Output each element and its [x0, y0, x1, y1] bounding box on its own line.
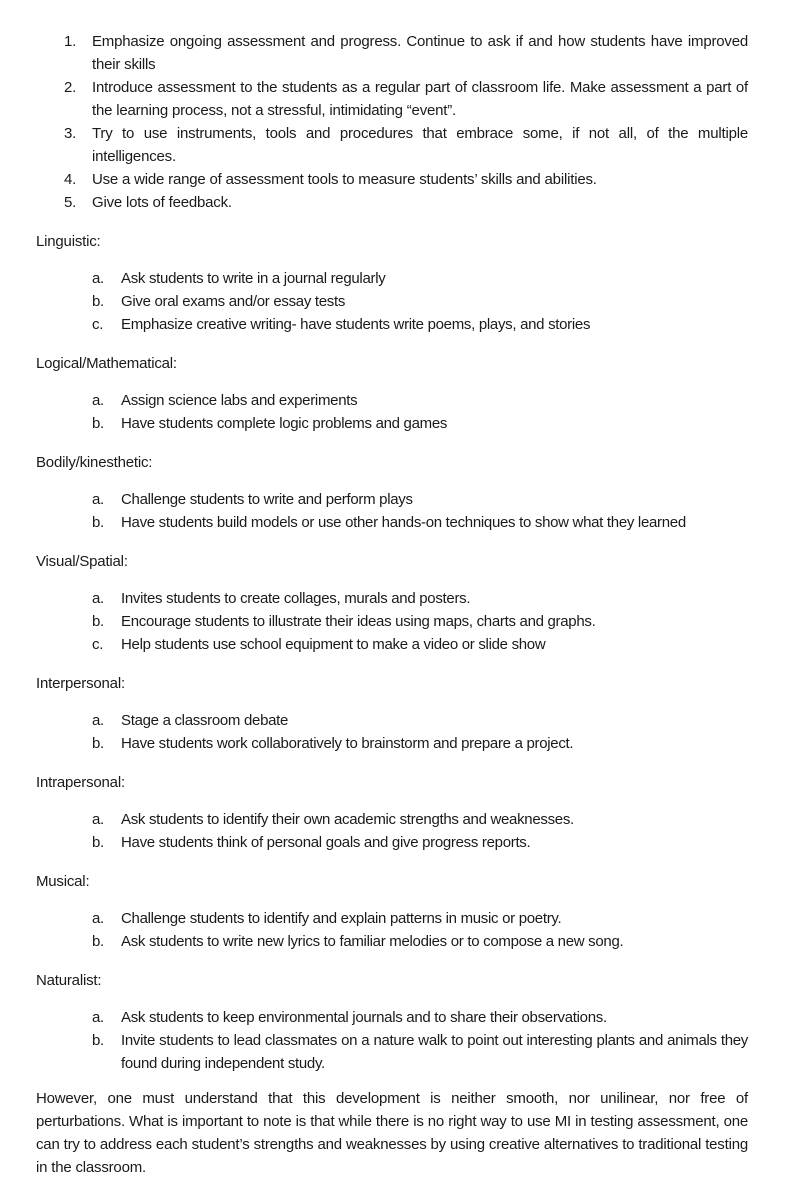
list-marker: b. — [92, 613, 104, 630]
section-interpersonal — [36, 672, 748, 755]
list-item — [36, 122, 748, 168]
list-marker: 2. — [64, 79, 77, 96]
section-heading: Naturalist: — [36, 972, 102, 989]
section-naturalist — [36, 969, 748, 1075]
list-marker: b. — [92, 933, 104, 950]
list-item — [36, 808, 748, 831]
assessment-principles-list — [36, 30, 748, 214]
list-marker: b. — [92, 1032, 104, 1049]
list-marker: c. — [92, 316, 104, 333]
list-marker: a. — [92, 910, 104, 927]
list-item-text: Emphasize ongoing assessment and progress. Continue to ask if and how students have improved their skills — [92, 33, 748, 73]
list-item — [36, 732, 748, 755]
list-item-text: Stage a classroom debate — [121, 712, 289, 729]
section-list — [36, 267, 748, 336]
list-item-text: Ask students to keep environmental journals and to share their observations. — [121, 1009, 607, 1026]
list-item-text: Ask students to identify their own academic strengths and weaknesses. — [121, 811, 574, 828]
list-item — [36, 76, 748, 122]
section-list — [36, 587, 748, 656]
section-list — [36, 1006, 748, 1075]
section-heading: Logical/Mathematical: — [36, 355, 177, 372]
list-item-text: Challenge students to identify and explain patterns in music or poetry. — [121, 910, 562, 927]
list-item — [36, 633, 748, 656]
list-marker: b. — [92, 293, 104, 310]
list-marker: 3. — [64, 125, 77, 142]
section-heading: Visual/Spatial: — [36, 553, 128, 570]
section-heading: Interpersonal: — [36, 675, 125, 692]
list-marker: a. — [92, 811, 104, 828]
list-item — [36, 290, 748, 313]
list-item-text: Ask students to write in a journal regularly — [121, 270, 386, 287]
list-marker: b. — [92, 735, 104, 752]
list-marker: a. — [92, 491, 104, 508]
list-marker: a. — [92, 1009, 104, 1026]
section-heading: Musical: — [36, 873, 90, 890]
list-item — [36, 930, 748, 953]
list-item-text: Have students work collaboratively to brainstorm and prepare a project. — [121, 735, 574, 752]
section-list — [36, 808, 748, 854]
list-item — [36, 511, 748, 534]
list-item — [36, 488, 748, 511]
section-heading: Linguistic: — [36, 233, 101, 250]
section-heading: Intrapersonal: — [36, 774, 125, 791]
list-item — [36, 587, 748, 610]
list-item-text: Invite students to lead classmates on a nature walk to point out interesting plants and animals they found during independent study. — [121, 1032, 748, 1072]
list-item-text: Try to use instruments, tools and procedures that embrace some, if not all, of the multiple intelligences. — [92, 125, 748, 165]
section-visual-spatial — [36, 550, 748, 656]
list-item-text: Have students complete logic problems and games — [121, 415, 448, 432]
list-item — [36, 412, 748, 435]
section-list — [36, 488, 748, 534]
list-item — [36, 1006, 748, 1029]
section-list — [36, 709, 748, 755]
closing-paragraph: However, one must understand that this development is neither smooth, nor unilinear, nor free of perturbations. What is important to note is that while there is no right way to use MI in testing assessment, one can try to address each student’s strengths and weaknesses by using creative alternatives to traditional testing in the classroom. — [36, 1090, 748, 1176]
list-item — [36, 267, 748, 290]
list-item-text: Help students use school equipment to make a video or slide show — [121, 636, 546, 653]
list-item-text: Use a wide range of assessment tools to measure students’ skills and abilities. — [92, 171, 597, 188]
list-item — [36, 610, 748, 633]
section-heading: Bodily/kinesthetic: — [36, 454, 153, 471]
list-marker: b. — [92, 514, 104, 531]
list-item — [36, 907, 748, 930]
list-marker: b. — [92, 834, 104, 851]
list-item-text: Encourage students to illustrate their ideas using maps, charts and graphs. — [121, 613, 596, 630]
list-marker: a. — [92, 712, 104, 729]
section-intrapersonal — [36, 771, 748, 854]
section-bodily-kinesthetic — [36, 451, 748, 534]
list-item — [36, 709, 748, 732]
list-item-text: Invites students to create collages, murals and posters. — [121, 590, 471, 607]
section-list — [36, 907, 748, 953]
list-item — [36, 389, 748, 412]
list-item-text: Assign science labs and experiments — [121, 392, 358, 409]
list-item-text: Give oral exams and/or essay tests — [121, 293, 346, 310]
list-marker: b. — [92, 415, 104, 432]
list-item — [36, 168, 748, 191]
list-marker: 1. — [64, 33, 77, 50]
list-item — [36, 30, 748, 76]
list-item — [36, 831, 748, 854]
list-item-text: Have students think of personal goals and give progress reports. — [121, 834, 531, 851]
list-item-text: Ask students to write new lyrics to familiar melodies or to compose a new song. — [121, 933, 624, 950]
list-marker: c. — [92, 636, 104, 653]
list-item-text: Emphasize creative writing- have students write poems, plays, and stories — [121, 316, 591, 333]
section-list — [36, 389, 748, 435]
section-musical — [36, 870, 748, 953]
list-marker: a. — [92, 392, 104, 409]
list-marker: 4. — [64, 171, 77, 188]
document-page — [36, 30, 748, 1194]
section-logical-mathematical — [36, 352, 748, 435]
list-item-text: Introduce assessment to the students as a regular part of classroom life. Make assessment a part of the learning process, not a stressful, intimidating “event”. — [92, 79, 748, 119]
list-marker: a. — [92, 270, 104, 287]
list-item-text: Have students build models or use other hands-on techniques to show what they learned — [121, 514, 686, 531]
list-marker: 5. — [64, 194, 77, 211]
list-item-text: Challenge students to write and perform plays — [121, 491, 413, 508]
list-item — [36, 191, 748, 214]
list-marker: a. — [92, 590, 104, 607]
list-item-text: Give lots of feedback. — [92, 194, 232, 211]
list-item — [36, 313, 748, 336]
section-linguistic — [36, 230, 748, 336]
list-item — [36, 1029, 748, 1075]
